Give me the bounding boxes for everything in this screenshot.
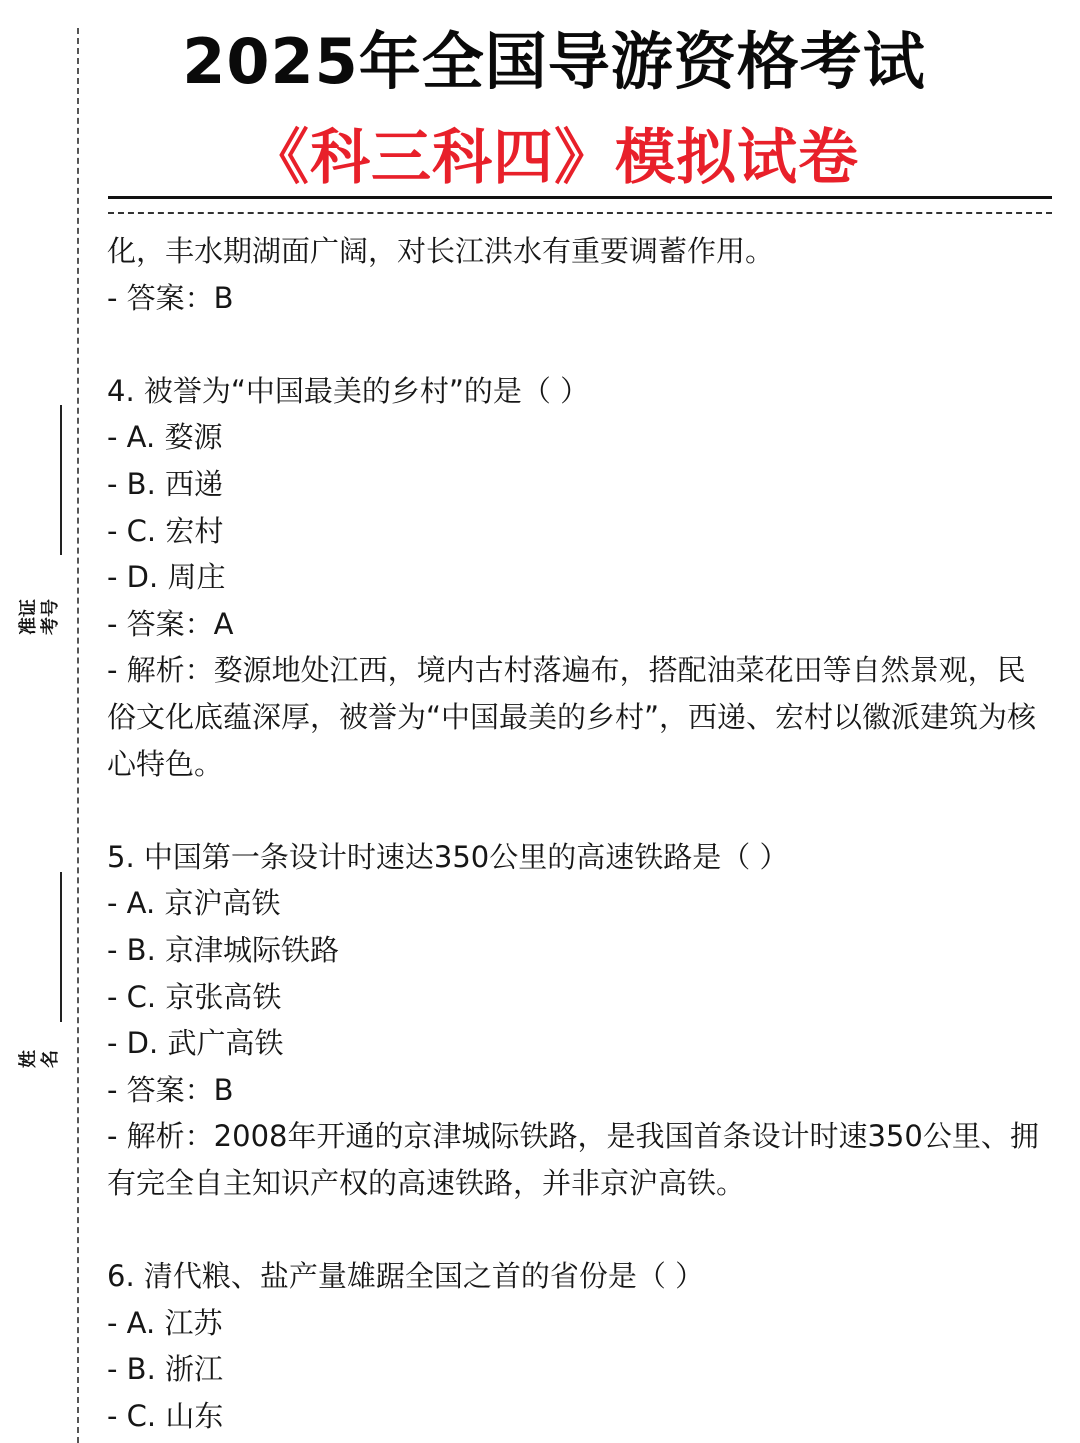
- question-4-option-c: - C. 宏村: [107, 513, 224, 548]
- title-divider-dashed: [108, 212, 1052, 214]
- spacer: [107, 321, 1052, 368]
- continued-analysis-text: 化，丰水期湖面广阔，对长江洪水有重要调蓄作用。: [107, 234, 775, 268]
- question-6: 6. 清代粮、盐产量雄踞全国之首的省份是（ ）: [107, 1259, 705, 1294]
- question-6-option-a: - A. 江苏: [107, 1305, 223, 1340]
- name-write-line: [60, 872, 62, 1022]
- question-5-option-c: - C. 京张高铁: [107, 979, 282, 1014]
- question-content: [107, 228, 1052, 1439]
- question-6-option-c: - C. 山东: [107, 1398, 224, 1433]
- exam-id-field: [18, 405, 78, 645]
- name-field: [18, 872, 78, 1072]
- title-divider-solid: [108, 196, 1052, 199]
- answer-line: - 答案：B: [107, 280, 234, 315]
- question-5-option-b: - B. 京津城际铁路: [107, 932, 340, 967]
- question-5-answer: - 答案：B: [107, 1072, 234, 1107]
- page-title: 2025年全国导游资格考试: [182, 25, 926, 98]
- exam-id-write-line: [60, 405, 62, 555]
- spacer: [107, 787, 1052, 834]
- question-4-option-a: - A. 婺源: [107, 420, 223, 455]
- question-6-option-b: - B. 浙江: [107, 1352, 224, 1387]
- binding-margin-dashed-line: [77, 28, 79, 1443]
- name-label: 姓 名: [18, 1050, 61, 1068]
- question-4: 4. 被誉为“中国最美的乡村”的是（ ）: [107, 373, 590, 408]
- question-5-option-a: - A. 京沪高铁: [107, 886, 281, 921]
- question-4-option-d: - D. 周庄: [107, 560, 226, 595]
- spacer: [107, 1206, 1052, 1253]
- question-5: 5. 中国第一条设计时速达350公里的高速铁路是（ ）: [107, 839, 789, 874]
- question-4-answer: - 答案：A: [107, 606, 234, 641]
- question-5-analysis: - 解析：2008年开通的京津城际铁路，是我国首条设计时速350公里、拥有完全自主知识产权的高速铁路，并非京沪高铁。: [107, 1119, 1039, 1200]
- question-4-analysis: - 解析：婺源地处江西，境内古村落遍布，搭配油菜花田等自然景观，民俗文化底蕴深厚，被誉为“中国最美的乡村”，西递、宏村以徽派建筑为核心特色。: [107, 653, 1037, 781]
- page-subtitle: 《科三科四》模拟试卷: [249, 123, 859, 193]
- exam-id-label: 准证 考号: [18, 599, 61, 635]
- question-4-option-b: - B. 西递: [107, 466, 224, 501]
- question-5-option-d: - D. 武广高铁: [107, 1026, 284, 1061]
